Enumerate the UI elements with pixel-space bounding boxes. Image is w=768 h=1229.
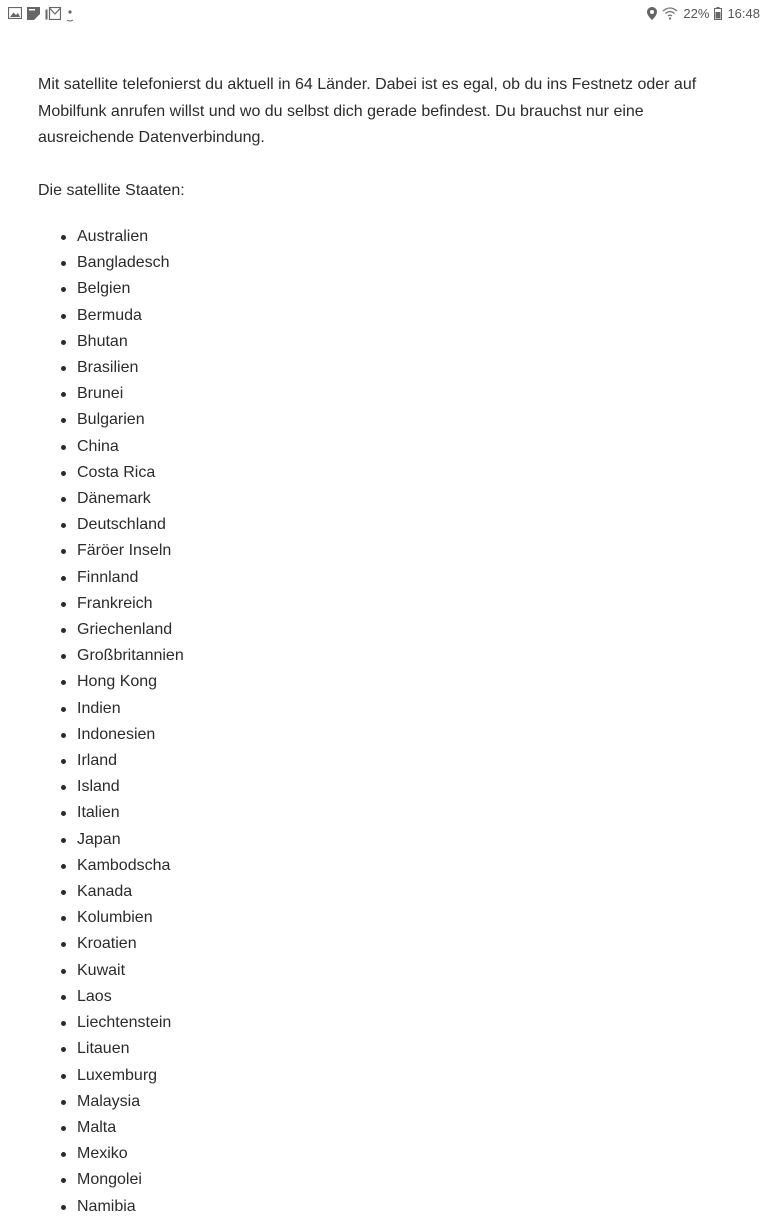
list-item: China	[61, 434, 738, 460]
list-item: Laos	[61, 984, 738, 1010]
list-item: Kroatien	[61, 931, 738, 957]
list-item: Litauen	[61, 1036, 738, 1062]
list-item: Namibia	[61, 1194, 738, 1220]
battery-level: 22%	[683, 5, 710, 21]
list-item: Bermuda	[61, 303, 738, 329]
list-item: Costa Rica	[61, 460, 738, 486]
list-item: Bangladesch	[61, 250, 738, 276]
list-item: Japan	[61, 827, 738, 853]
list-item: Malaysia	[61, 1089, 738, 1115]
list-item: Italien	[61, 800, 738, 826]
status-bar	[0, 0, 768, 26]
intro-paragraph: Mit satellite telefonierst du aktuell in 64 Länder. Dabei ist es egal, ob du ins Festnetz oder auf Mobilfunk anrufen willst und wo du selbst dich gerade befindest. Du brauchst nur eine ausreichende Datenverbindung.	[38, 76, 697, 146]
list-item: Kambodscha	[61, 853, 738, 879]
location-icon	[647, 7, 657, 20]
list-item: Bulgarien	[61, 407, 738, 433]
list-item: Belgien	[61, 276, 738, 302]
list-item: Kolumbien	[61, 905, 738, 931]
list-item: Brunei	[61, 381, 738, 407]
list-item: Liechtenstein	[61, 1010, 738, 1036]
dot-icon	[66, 4, 74, 22]
list-item: Brasilien	[61, 355, 738, 381]
list-item: Dänemark	[61, 486, 738, 512]
clock: 16:48	[727, 5, 760, 21]
list-item: Bhutan	[61, 329, 738, 355]
list-item: Indien	[61, 696, 738, 722]
list-item: Hong Kong	[61, 669, 738, 695]
list-item: Großbritannien	[61, 643, 738, 669]
list-item: Deutschland	[61, 512, 738, 538]
list-item: Kanada	[61, 879, 738, 905]
list-item: Mongolei	[61, 1167, 738, 1193]
list-item: Indonesien	[61, 722, 738, 748]
list-item: Kuwait	[61, 958, 738, 984]
article-content	[38, 72, 738, 1220]
list-item: Griechenland	[61, 617, 738, 643]
notification-icons	[8, 4, 74, 22]
note-icon	[27, 7, 40, 20]
gallery-icon	[8, 7, 22, 19]
battery-icon	[714, 7, 722, 20]
list-item: Mexiko	[61, 1141, 738, 1167]
list-item: Färöer Inseln	[61, 538, 738, 564]
mail-icon	[45, 7, 61, 20]
list-item: Frankreich	[61, 591, 738, 617]
country-list	[38, 224, 738, 1220]
list-heading: Die satellite Staaten:	[38, 181, 185, 199]
system-indicators	[647, 6, 760, 21]
list-item: Malta	[61, 1115, 738, 1141]
list-item: Island	[61, 774, 738, 800]
list-item: Irland	[61, 748, 738, 774]
list-item: Luxemburg	[61, 1063, 738, 1089]
wifi-icon	[662, 7, 678, 20]
list-item: Australien	[61, 224, 738, 250]
list-item: Finnland	[61, 565, 738, 591]
